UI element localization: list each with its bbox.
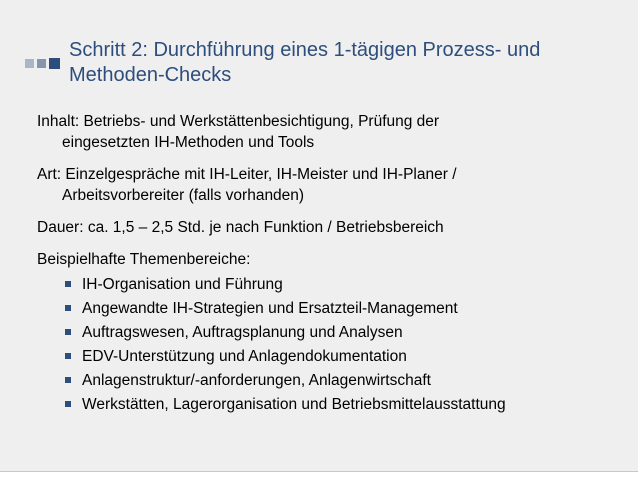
bullet-square-icon <box>65 353 71 359</box>
list-item-text: Anlagenstruktur/-anforderungen, Anlagenwirtschaft <box>82 372 431 389</box>
decorative-squares-icon <box>25 58 60 69</box>
paragraph-dauer <box>37 217 617 238</box>
paragraph-art-line-1: Art: Einzelgespräche mit IH-Leiter, IH-Meister und IH-Planer / <box>37 166 457 183</box>
square-light-icon <box>25 59 34 68</box>
square-medium-icon <box>37 59 46 68</box>
title-line-1: Schritt 2: Durchführung eines 1-tägigen Prozess- und <box>69 39 541 61</box>
bullet-square-icon <box>65 329 71 335</box>
topics-list <box>37 274 617 415</box>
topics-heading: Beispielhafte Themenbereiche: <box>37 251 251 268</box>
list-item <box>37 394 617 415</box>
paragraph-dauer-line-1: Dauer: ca. 1,5 – 2,5 Std. je nach Funktion / Betriebsbereich <box>37 219 444 236</box>
list-item-text: Auftragswesen, Auftragsplanung und Analysen <box>82 324 403 341</box>
square-dark-icon <box>49 58 60 69</box>
list-item-text: EDV-Unterstützung und Anlagendokumentation <box>82 348 407 365</box>
title-line-2: Methoden-Checks <box>69 64 232 86</box>
bullet-square-icon <box>65 305 71 311</box>
bullet-square-icon <box>65 281 71 287</box>
list-item-text: Angewandte IH-Strategien und Ersatzteil-Management <box>82 300 458 317</box>
paragraph-art-line-2: Arbeitsvorbereiter (falls vorhanden) <box>62 187 305 204</box>
list-item <box>37 322 617 343</box>
list-item <box>37 370 617 391</box>
bottom-strip <box>0 472 638 479</box>
slide-title <box>69 38 609 88</box>
list-item-text: IH-Organisation und Führung <box>82 276 283 293</box>
paragraph-inhalt-line-2: eingesetzten IH-Methoden und Tools <box>62 134 315 151</box>
bullet-square-icon <box>65 377 71 383</box>
list-item <box>37 298 617 319</box>
paragraph-art <box>37 164 617 206</box>
list-item <box>37 274 617 295</box>
list-item-text: Werkstätten, Lagerorganisation und Betriebsmittelausstattung <box>82 396 506 413</box>
bullet-square-icon <box>65 401 71 407</box>
slide-content <box>37 111 617 418</box>
paragraph-inhalt-line-1: Inhalt: Betriebs- und Werkstättenbesichtigung, Prüfung der <box>37 113 440 130</box>
paragraph-inhalt <box>37 111 617 153</box>
list-item <box>37 346 617 367</box>
